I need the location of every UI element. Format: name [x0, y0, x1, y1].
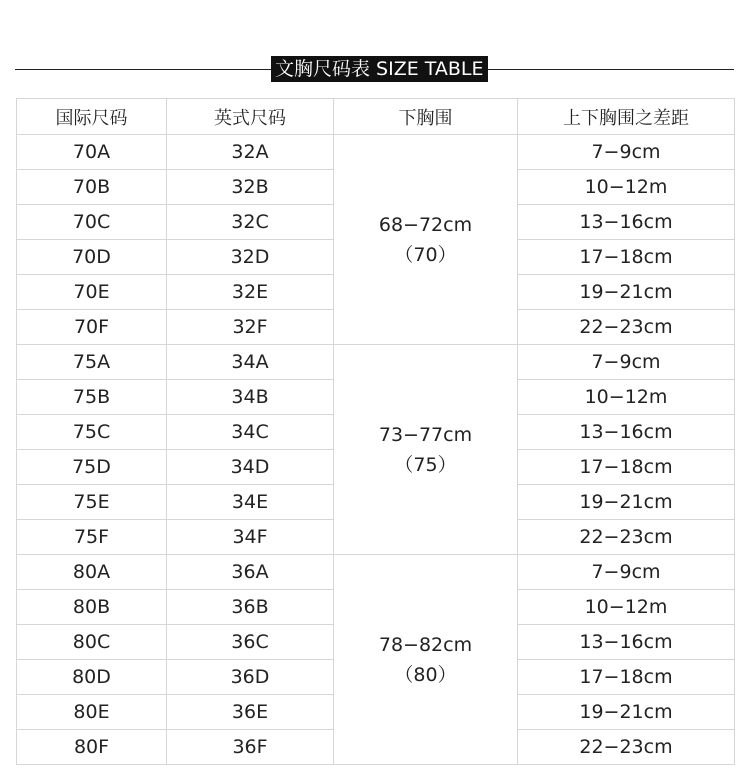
cell-bust-difference: 13−16cm — [518, 205, 735, 240]
underbust-range: 78−82cm — [378, 633, 473, 656]
cell-uk-size: 36C — [167, 625, 334, 660]
cell-uk-size: 34F — [167, 520, 334, 555]
cell-intl-size: 80C — [17, 625, 167, 660]
cell-intl-size: 80A — [17, 555, 167, 590]
underbust-range: 68−72cm — [378, 213, 473, 236]
cell-bust-difference: 7−9cm — [518, 555, 735, 590]
cell-uk-size: 34D — [167, 450, 334, 485]
cell-intl-size: 75B — [17, 380, 167, 415]
cell-intl-size: 70C — [17, 205, 167, 240]
cell-intl-size: 75A — [17, 345, 167, 380]
cell-intl-size: 75F — [17, 520, 167, 555]
table-row — [17, 555, 735, 590]
cell-bust-difference: 19−21cm — [518, 485, 735, 520]
underbust-note: （75） — [394, 453, 457, 476]
cell-bust-difference: 7−9cm — [518, 135, 735, 170]
cell-intl-size: 80F — [17, 730, 167, 765]
cell-bust-difference: 22−23cm — [518, 730, 735, 765]
cell-bust-difference: 7−9cm — [518, 345, 735, 380]
table-row — [17, 135, 735, 170]
cell-underbust — [334, 345, 518, 555]
cell-uk-size: 36E — [167, 695, 334, 730]
cell-uk-size: 36D — [167, 660, 334, 695]
table-row — [17, 345, 735, 380]
header-row — [17, 99, 735, 135]
cell-underbust — [334, 555, 518, 765]
cell-uk-size: 32F — [167, 310, 334, 345]
cell-bust-difference: 10−12m — [518, 170, 735, 205]
cell-intl-size: 70A — [17, 135, 167, 170]
cell-intl-size: 75D — [17, 450, 167, 485]
cell-bust-difference: 10−12m — [518, 380, 735, 415]
cell-uk-size: 36A — [167, 555, 334, 590]
cell-bust-difference: 17−18cm — [518, 660, 735, 695]
underbust-note: （80） — [394, 663, 457, 686]
header-bust-difference: 上下胸围之差距 — [518, 99, 735, 135]
cell-uk-size: 32B — [167, 170, 334, 205]
underbust-note: （70） — [394, 243, 457, 266]
cell-uk-size: 36B — [167, 590, 334, 625]
cell-uk-size: 34B — [167, 380, 334, 415]
header-underbust: 下胸围 — [334, 99, 518, 135]
cell-intl-size: 75E — [17, 485, 167, 520]
cell-uk-size: 32D — [167, 240, 334, 275]
cell-uk-size: 34A — [167, 345, 334, 380]
underbust-range: 73−77cm — [378, 423, 473, 446]
cell-intl-size: 80E — [17, 695, 167, 730]
cell-bust-difference: 19−21cm — [518, 275, 735, 310]
cell-intl-size: 70D — [17, 240, 167, 275]
cell-bust-difference: 17−18cm — [518, 450, 735, 485]
cell-intl-size: 75C — [17, 415, 167, 450]
cell-bust-difference: 10−12m — [518, 590, 735, 625]
cell-intl-size: 80B — [17, 590, 167, 625]
cell-bust-difference: 13−16cm — [518, 625, 735, 660]
cell-bust-difference: 17−18cm — [518, 240, 735, 275]
cell-underbust — [334, 135, 518, 345]
cell-uk-size: 32C — [167, 205, 334, 240]
cell-uk-size: 34C — [167, 415, 334, 450]
title-row — [15, 55, 734, 83]
cell-intl-size: 70F — [17, 310, 167, 345]
cell-bust-difference: 22−23cm — [518, 520, 735, 555]
size-table — [16, 98, 735, 765]
cell-intl-size: 70E — [17, 275, 167, 310]
cell-bust-difference: 13−16cm — [518, 415, 735, 450]
header-intl-size: 国际尺码 — [17, 99, 167, 135]
cell-uk-size: 34E — [167, 485, 334, 520]
cell-intl-size: 80D — [17, 660, 167, 695]
cell-intl-size: 70B — [17, 170, 167, 205]
cell-uk-size: 36F — [167, 730, 334, 765]
cell-bust-difference: 22−23cm — [518, 310, 735, 345]
cell-uk-size: 32A — [167, 135, 334, 170]
header-uk-size: 英式尺码 — [167, 99, 334, 135]
cell-uk-size: 32E — [167, 275, 334, 310]
page-title: 文胸尺码表 SIZE TABLE — [271, 56, 488, 82]
cell-bust-difference: 19−21cm — [518, 695, 735, 730]
